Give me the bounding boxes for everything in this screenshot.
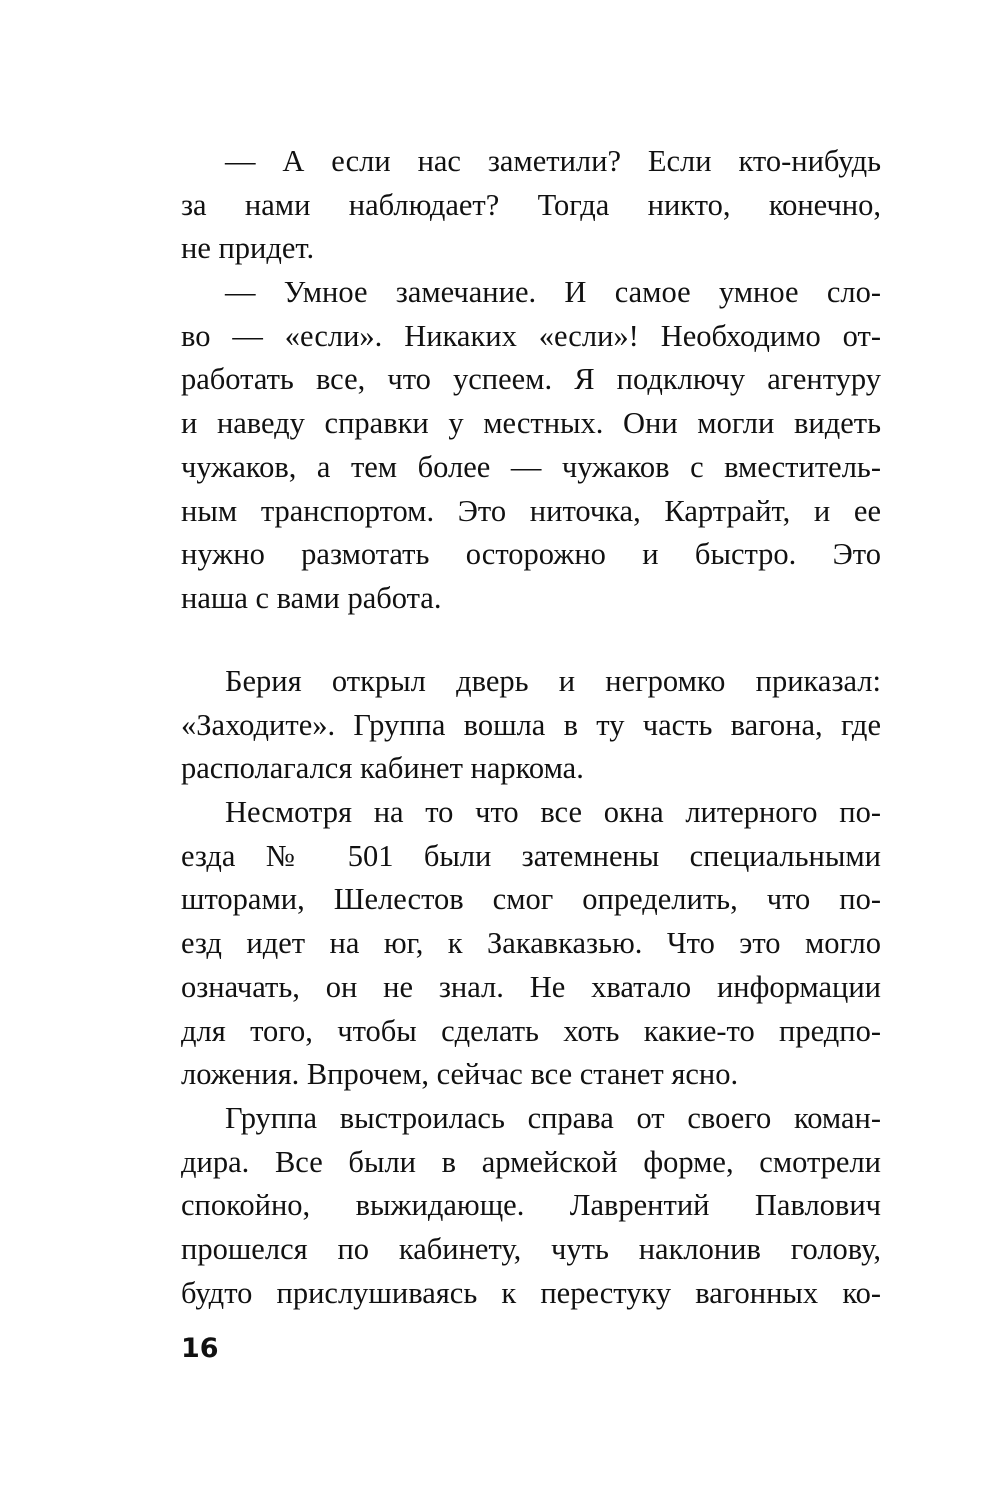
text-line: прошелся по кабинету, чуть наклонив голову,	[181, 1231, 881, 1266]
text-line: чужаков, а тем более — чужаков с вместитель-	[181, 449, 881, 484]
text-line: езд идет на юг, к Закавказью. Что это могло	[181, 926, 881, 961]
text-line: не придет.	[181, 231, 315, 266]
page-number: 16	[181, 1333, 219, 1364]
text-line: спокойно, выжидающе. Лаврентий Павлович	[181, 1188, 881, 1223]
text-line: во — «если». Никаких «если»! Необходимо от-	[181, 318, 881, 353]
text-line: ным транспортом. Это ниточка, Картрайт, и ее	[181, 493, 881, 528]
text-line: и наведу справки у местных. Они могли видеть	[181, 406, 881, 441]
text-line: будто прислушиваясь к перестуку вагонных ко-	[181, 1275, 881, 1310]
text-line: Берия открыл дверь и негромко приказал:	[225, 664, 881, 698]
text-line: Группа выстроилась справа от своего коман-	[225, 1100, 881, 1135]
text-line: — Умное замечание. И самое умное сло-	[225, 275, 881, 310]
text-line: Несмотря на то что все окна литерного по-	[225, 795, 881, 830]
text-line: наша с вами работа.	[181, 580, 442, 615]
text-line: располагался кабинет наркома.	[181, 751, 584, 786]
text-section-dialogue	[181, 140, 881, 621]
text-line: для того, чтобы сделать хоть какие-то предпо-	[181, 1013, 881, 1048]
text-section-narrative	[181, 660, 881, 1315]
text-line: шторами, Шелестов смог определить, что по-	[181, 882, 881, 917]
text-line: означать, он не знал. Не хватало информации	[181, 969, 881, 1004]
text-line: ложения. Впрочем, сейчас все станет ясно.	[181, 1057, 739, 1092]
text-line: дира. Все были в армейской форме, смотрели	[181, 1144, 881, 1179]
text-line: езда № 501 были затемнены специальными	[181, 838, 881, 873]
text-line: «Заходите». Группа вошла в ту часть вагона, где	[181, 707, 881, 742]
text-line: нужно размотать осторожно и быстро. Это	[181, 537, 881, 572]
text-line: — А если нас заметили? Если кто-нибудь	[225, 144, 881, 178]
text-line: за нами наблюдает? Тогда никто, конечно,	[181, 187, 881, 222]
text-line: работать все, что успеем. Я подключу агентуру	[181, 362, 881, 397]
